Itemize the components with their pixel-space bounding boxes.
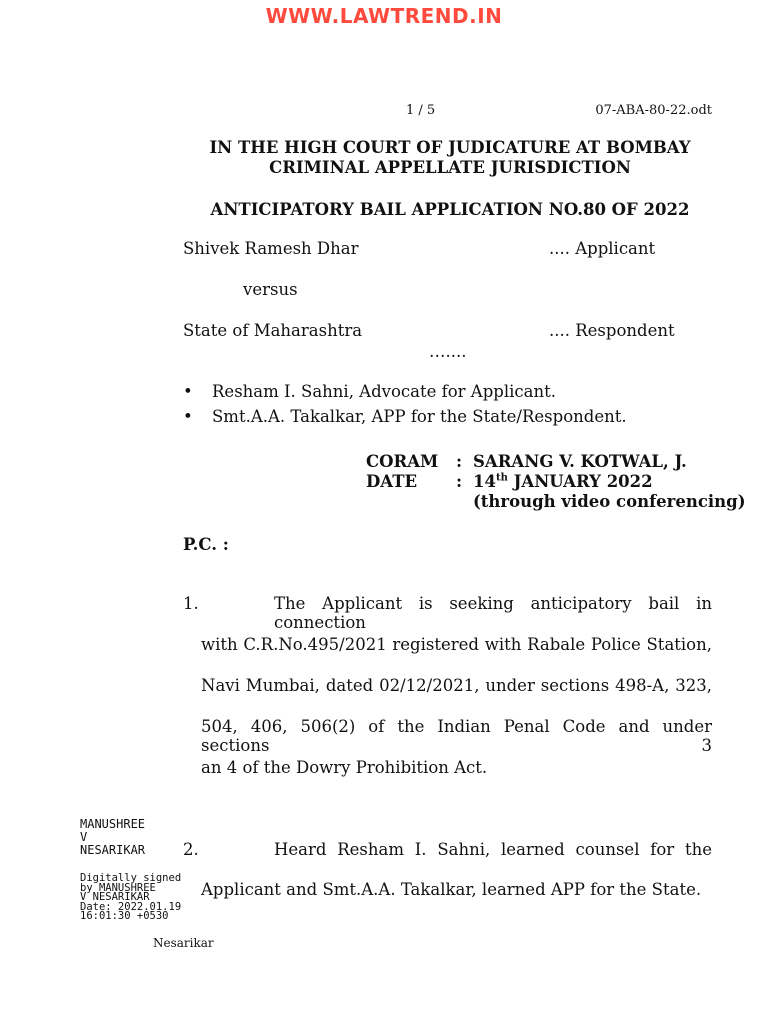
party-separator: ….... — [429, 342, 467, 361]
paragraph-line: 504, 406, 506(2) of the Indian Penal Code and under sections 3 — [201, 717, 712, 755]
coram-judge: SARANG V. KOTWAL, J. — [473, 452, 687, 471]
coram-separator: : — [456, 452, 463, 471]
hearing-date — [473, 472, 653, 491]
case-title: ANTICIPATORY BAIL APPLICATION NO.80 OF 2022 — [210, 200, 690, 219]
paragraph-number: 1. — [183, 594, 199, 613]
signature-detail-line: V NESARIKAR — [80, 891, 150, 903]
paragraph-line: Applicant and Smt.A.A. Takalkar, learned APP for the State. — [201, 880, 702, 899]
versus-label: versus — [243, 280, 298, 299]
paragraph-line: with C.R.No.495/2021 registered with Rabale Police Station, — [201, 635, 712, 654]
respondent-name: State of Maharashtra — [183, 321, 363, 340]
signature-detail-line: 16:01:30 +0530 — [80, 910, 169, 922]
pc-label: P.C. : — [183, 535, 229, 554]
applicant-role: .... Applicant — [549, 239, 656, 258]
file-reference: 07-ABA-80-22.odt — [595, 103, 712, 118]
respondent-role: .... Respondent — [549, 321, 675, 340]
applicant-name: Shivek Ramesh Dhar — [183, 239, 359, 258]
date-ordinal-suffix: th — [495, 472, 508, 484]
appearance-text: Smt.A.A. Takalkar, APP for the State/Respondent. — [212, 407, 627, 426]
paragraph-line: Heard Resham I. Sahni, learned counsel for the — [274, 840, 712, 859]
appearance-text: Resham I. Sahni, Advocate for Applicant. — [212, 382, 556, 401]
page-number: 1 / 5 — [406, 103, 436, 118]
digital-signature-details — [80, 874, 181, 922]
signature-detail-line: Date: 2022.01.19 — [80, 900, 182, 913]
bullet-icon: • — [183, 407, 193, 426]
appearance-item — [183, 382, 556, 401]
bullet-icon: • — [183, 382, 193, 401]
court-name: IN THE HIGH COURT OF JUDICATURE AT BOMBAY — [209, 138, 691, 157]
hearing-mode-note: (through video conferencing) — [473, 492, 746, 511]
paragraph-line: Navi Mumbai, dated 02/12/2021, under sections 498-A, 323, — [201, 676, 712, 695]
jurisdiction: CRIMINAL APPELLATE JURISDICTION — [269, 158, 631, 177]
site-watermark: WWW.LAWTREND.IN — [265, 4, 503, 28]
date-label: DATE — [366, 472, 418, 491]
paragraph-line: an 4 of the Dowry Prohibition Act. — [201, 758, 488, 777]
date-month-year: JANUARY 2022 — [507, 472, 653, 491]
appearance-item — [183, 407, 627, 426]
signer-name-line: NESARIKAR — [80, 843, 146, 857]
paragraph-number: 2. — [183, 840, 199, 859]
signature-detail-line: Digitally signed — [80, 872, 182, 884]
date-separator: : — [456, 472, 463, 491]
signer-name — [80, 818, 145, 857]
signer-name-line: V — [80, 830, 88, 844]
signer-name-line: MANUSHREE — [80, 817, 146, 831]
date-day: 14 — [473, 472, 496, 491]
signature-detail-line: by MANUSHREE — [80, 881, 156, 894]
signature-footer-name: Nesarikar — [153, 936, 214, 950]
coram-label: CORAM — [366, 452, 439, 471]
paragraph-line: The Applicant is seeking anticipatory bail in connection — [274, 594, 712, 632]
